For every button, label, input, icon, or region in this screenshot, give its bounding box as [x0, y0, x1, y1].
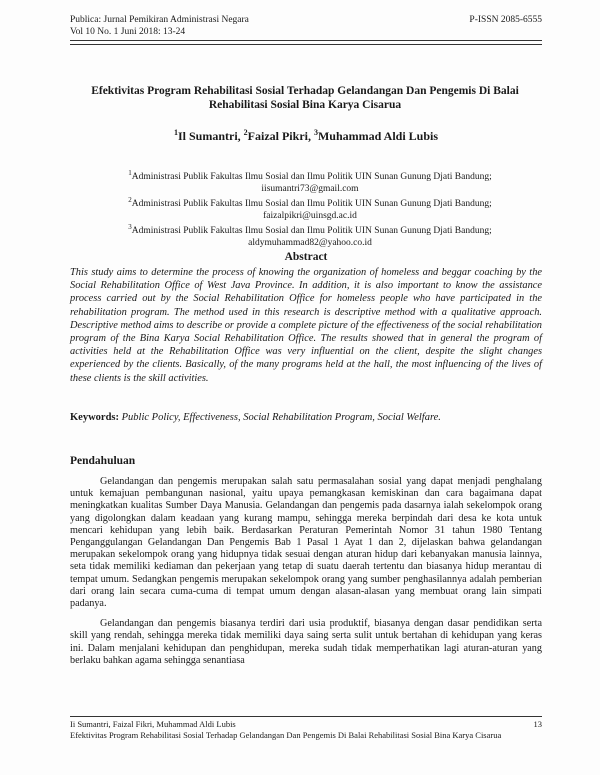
author-number: 2: [243, 128, 248, 137]
running-footer: [70, 719, 542, 740]
affiliation-text: Administrasi Publik Fakultas Ilmu Sosial dan Ilmu Politik UIN Sunan Gunung Djati Bandung;: [131, 172, 492, 183]
author-name: Faizal Pikri: [247, 129, 308, 143]
author-name: Il Sumantri: [177, 129, 238, 143]
header-double-rule: [70, 40, 542, 45]
affiliation-number: 3: [128, 223, 132, 232]
affiliation: [90, 168, 530, 195]
section-heading: Pendahuluan: [70, 455, 136, 467]
author-list: $^1$Il Sumantri, $^2$Faizal Pikri, $^3$Muhammad Aldi Lubis: [173, 128, 439, 143]
footer-rule: [70, 716, 542, 717]
abstract-heading: Abstract: [284, 251, 328, 263]
page-number: 13: [533, 719, 542, 729]
affiliation-text: Administrasi Publik Fakultas Ilmu Sosial dan Ilmu Politik UIN Sunan Gunung Djati Bandung;: [131, 226, 492, 237]
affiliation: [90, 195, 530, 222]
affiliation-number: 2: [128, 196, 132, 205]
affiliation-number: 1: [128, 169, 132, 177]
running-header: [70, 14, 542, 38]
author-name: Muhammad Aldi Lubis: [317, 129, 439, 143]
footer-authors: Ii Sumantri, Faizal Fikri, Muhammad Aldi Lubis: [70, 719, 236, 729]
author-number: 1: [173, 128, 178, 137]
footer-title: Efektivitas Program Rehabilitasi Sosial Terhadap Gelandangan Dan Pengemis Di Balai Rehabilitasi Sosial Bina Karya Cisarua: [70, 729, 502, 740]
keywords: [70, 412, 542, 423]
author-email: aldymuhammad82@yahoo.co.id: [248, 237, 372, 248]
author-number: 3: [313, 128, 318, 137]
paper-title: Efektivitas Program Rehabilitasi Sosial Terhadap Gelandangan Dan Pengemis Di Balai Rehabilitasi Sosial Bina Karya Cisarua: [91, 85, 519, 111]
affiliation-text: Administrasi Publik Fakultas Ilmu Sosial dan Ilmu Politik UIN Sunan Gunung Djati Bandung;: [131, 199, 492, 210]
affiliations: [90, 168, 530, 249]
author-email: iisumantri73@gmail.com: [261, 183, 359, 194]
volume-info: Vol 10 No. 1 Juni 2018: 13-24: [70, 27, 186, 37]
body-paragraph: Gelandangan dan pengemis merupakan salah satu permasalahan sosial yang dapat menjadi penghalang untuk kemajuan pembangunan nasional, yaitu upaya pemangkasan kemiskinan dan cara bagaimana dapat meningkatkan kualitas Sumber Daya Manusia. Gelandangan dan pengemis pada dasarnya ialah sekelompok orang yang digolongkan dalam keadaan yang kurang mampu, sehingga mereka berpindah dari desa ke kota untuk mencari kehidupan yang lebih baik. Berdasarkan Peraturan Pemerintah Nomor 31 tahun 1980 Tentang Penganggulangan Gelandangan Dan Pengemis Bab 1 Pasal 1 Ayat 1 dan 2, dijelaskan bahwa gelandangan merupakan sekelompok orang yang hidupnya tidak sesuai dengan aturan hidup dari kebanyakan manusia lainnya, seta tidak memiliki kediaman dan pekerjaan yang tetap di suatu daerah tertentu dan biasanya hidup merantau di tempat umum. Sedangkan pengemis merupakan sekelompok orang yang sumber penghasilannya adalah pemberian dari orang lain secara cuma-cuma di tempat umum dengan alasan-alasan yang membuat orang lain simpati padanya.: [70, 476, 542, 610]
author-email: faizalpikri@uinsgd.ac.id: [263, 210, 357, 221]
keywords-label: Keywords:: [70, 412, 119, 423]
affiliation: [90, 222, 530, 249]
section-body: [70, 476, 542, 675]
abstract-text: This study aims to determine the process of knowing the organization of homeless and beggar coaching by the Social Rehabilitation Office of West Java Province. In addition, it is also important to know the assistance process carried out by the Social Rehabilitation Office for homeless people who have participated in the rehabilitation program. The method used in this research is descriptive method with a qualitative approach. Descriptive method aims to describe or provide a complete picture of the effectiveness of the social rehabilitation program of the Bina Karya Social Rehabilitation Office. The results showed that in general the program of activities held at the Rehabilitation Office was very influential on the client, despite the slight changes experienced by the clients. Basically, of the many programs held at the hall, the most influencing of the lives of these clients is the skill activities.: [70, 267, 542, 384]
journal-name: Publica: Jurnal Pemikiran Administrasi Negara: [70, 15, 249, 25]
issn: P-ISSN 2085-6555: [469, 15, 542, 25]
keywords-text: Public Policy, Effectiveness, Social Rehabilitation Program, Social Welfare.: [121, 412, 441, 423]
body-paragraph: Gelandangan dan pengemis biasanya terdiri dari usia produktif, biasanya dengan dasar pendidikan serta skill yang rendah, sehingga mereka tidak memiliki daya saing serta sulit untuk bertahan di kehidupan yang keras ini. Dalam menjalani kehidupan dan penghidupan, mereka sudah tidak memperhatikan lagi aturan-aturan yang berlaku bahkan agama sehingga senantiasa: [70, 618, 542, 666]
